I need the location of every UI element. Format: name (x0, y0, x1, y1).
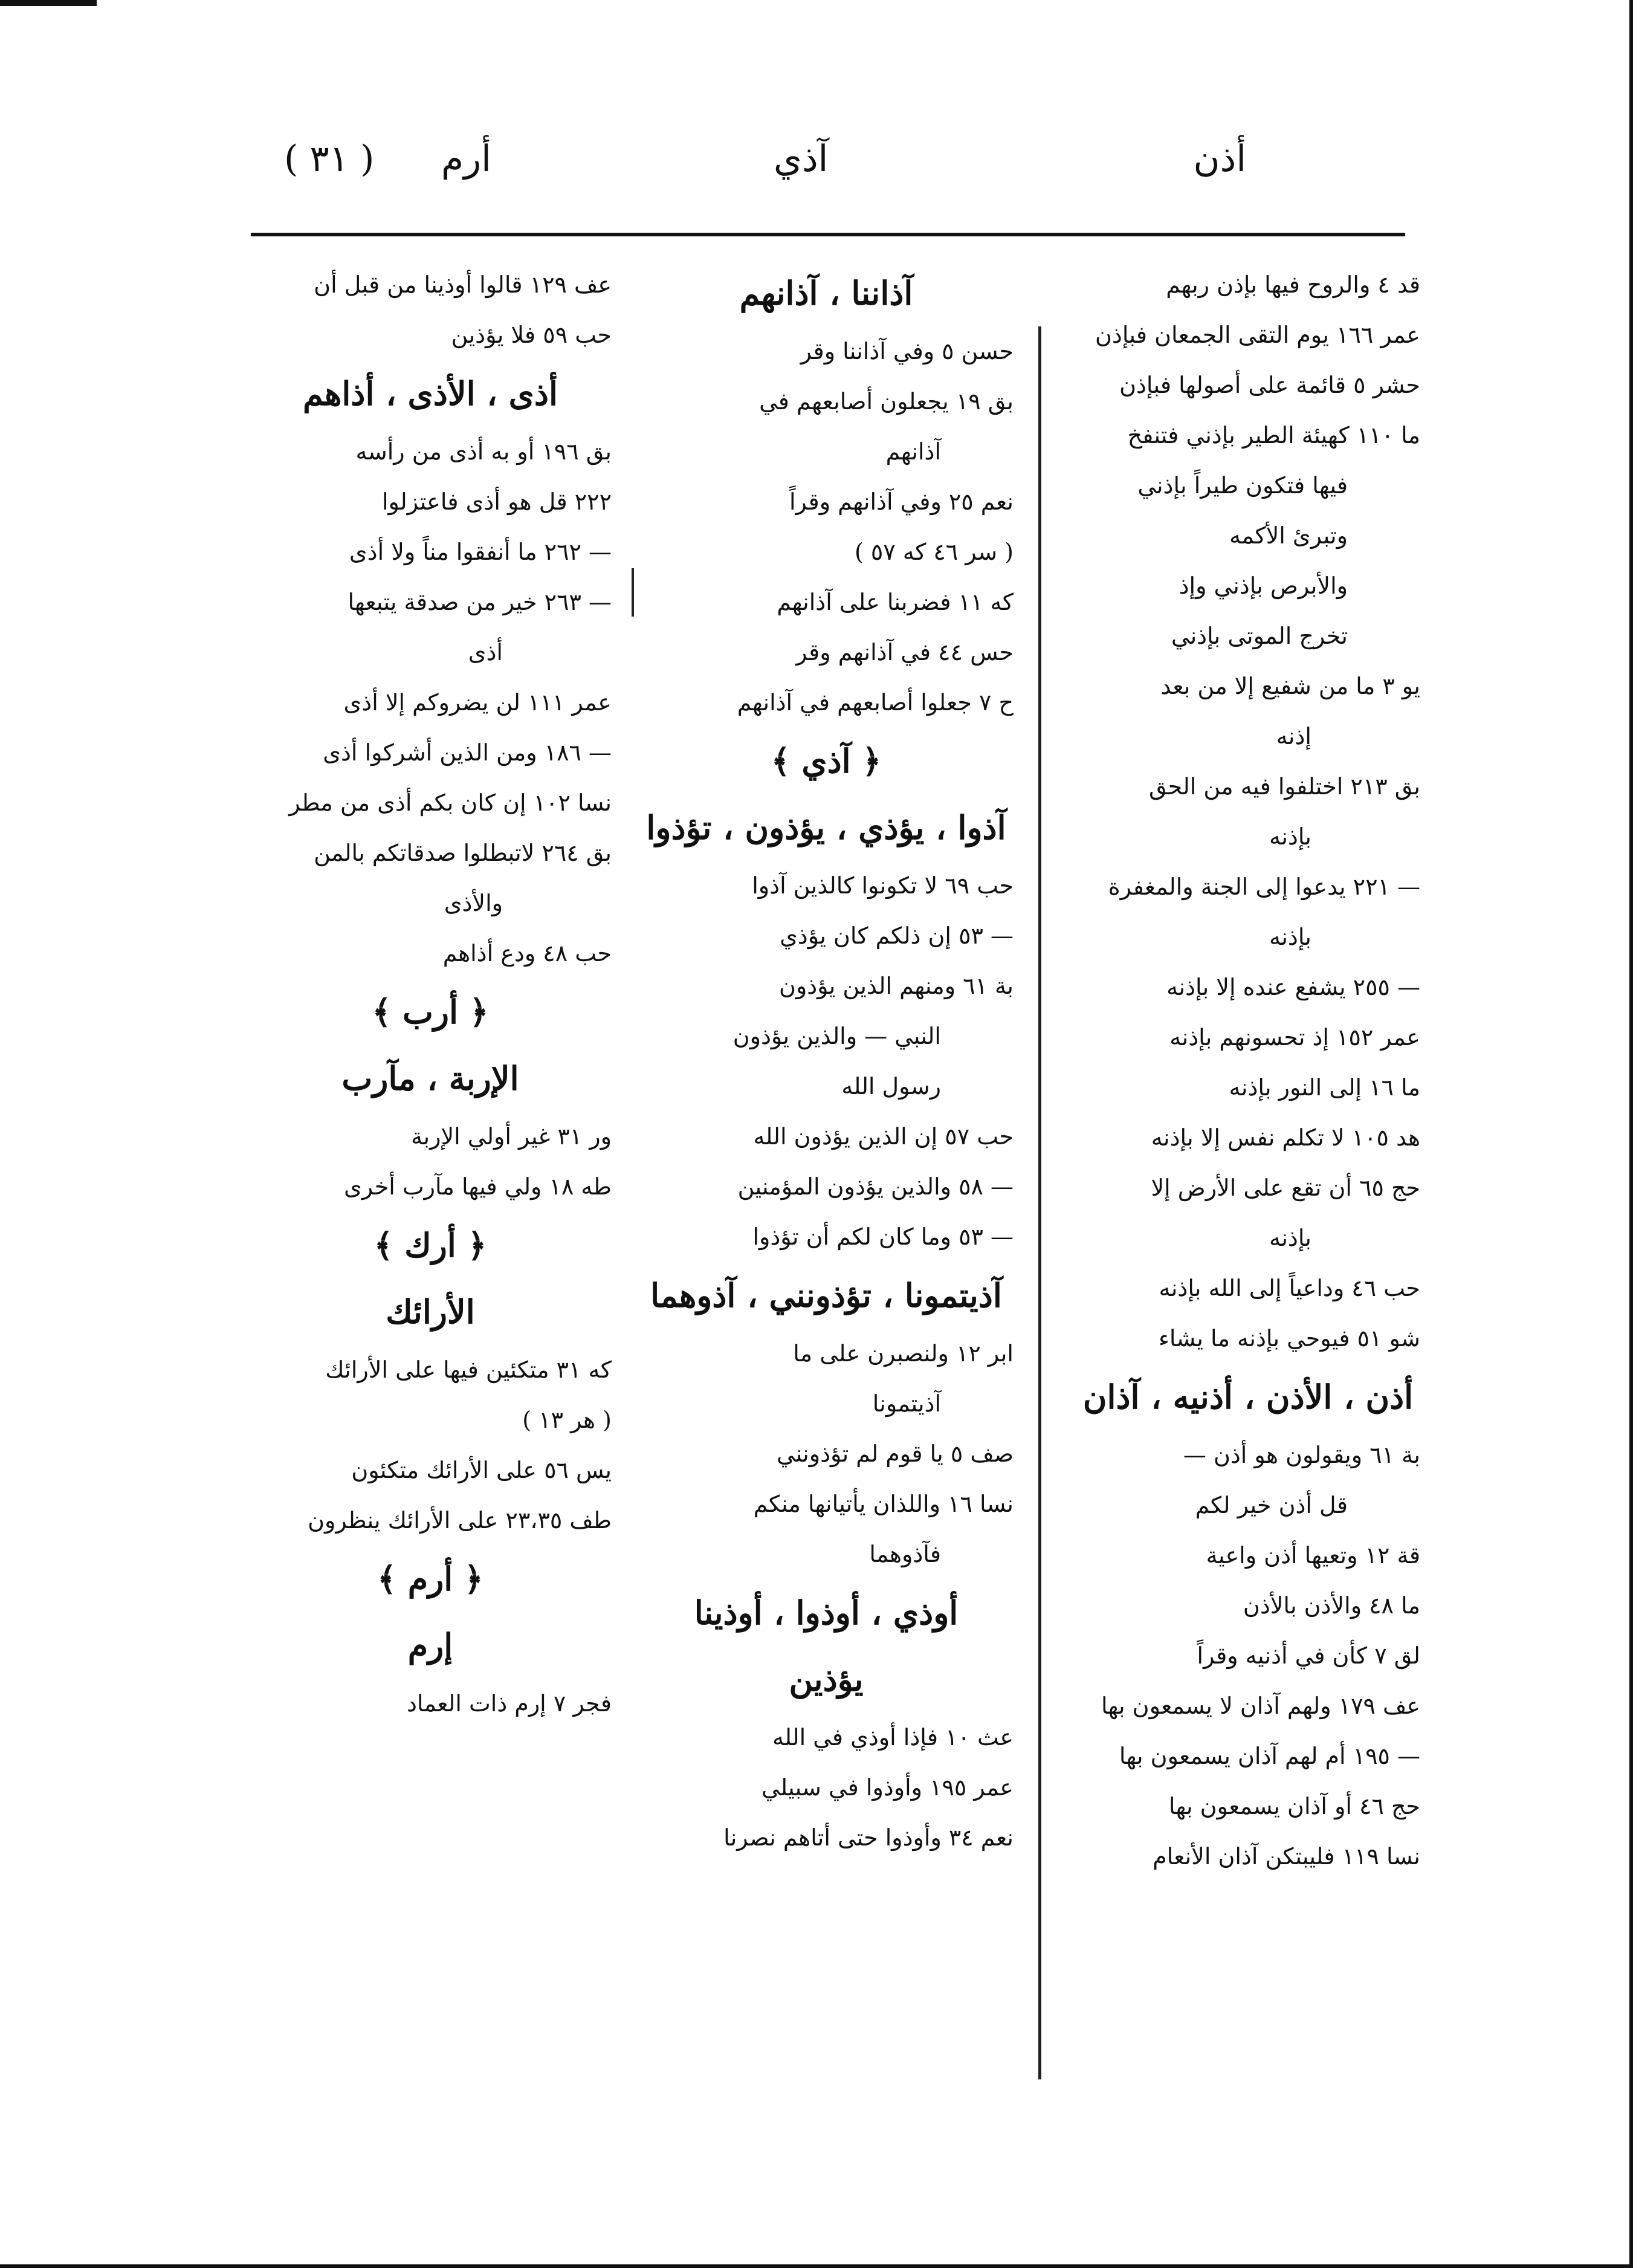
word-heading: أذن ، الأذن ، أذنيه ، آذان (1082, 1378, 1414, 1416)
entry-continuation: آذيتمونا (872, 1390, 941, 1417)
word-heading: إرم (407, 1626, 453, 1665)
entry-continuation: رسول الله (841, 1073, 941, 1100)
concordance-entry: طه ١٨ ولي فيها مآرب أخرى (344, 1173, 612, 1200)
entry-continuation: بإذنه (1269, 1225, 1311, 1251)
entry-continuation: تخرج الموتى بإذني (1171, 623, 1348, 649)
concordance-entry: ( هر ١٣ ) (522, 1407, 612, 1433)
concordance-entry: حب ٤٦ وداعياً إلى الله بإذنه (1159, 1275, 1420, 1301)
concordance-entry: طف ٢٣،٣٥ على الأرائك ينظرون (308, 1507, 612, 1534)
concordance-entry: عف ١٢٩ قالوا أوذينا من قبل أن (314, 271, 612, 298)
concordance-entry: — ٥٨ والذين يؤذون المؤمنين (737, 1173, 1014, 1200)
word-heading: أذى ، الأذى ، أذاهم (303, 374, 558, 413)
entry-continuation: أذى (468, 639, 503, 666)
page-frame-right (1629, 0, 1633, 2268)
concordance-entry: عمر ١٥٢ إذ تحسونهم بإذنه (1169, 1024, 1420, 1051)
concordance-entry: — ٢٥٥ يشفع عنده إلا بإذنه (1166, 974, 1420, 1000)
concordance-entry: حس ٤٤ في آذانهم وقر (796, 639, 1014, 666)
header-center-word: آذي (774, 138, 829, 180)
concordance-entry: حب ٥٧ إن الذين يؤذون الله (753, 1123, 1014, 1150)
word-heading: آذاننا ، آذانهم (739, 274, 913, 313)
column-center (639, 260, 1014, 1863)
concordance-entry: ٢٢٢ قل هو أذى فاعتزلوا (381, 488, 612, 515)
concordance-entry: بق ١٩٦ أو به أذى من رأسه (355, 438, 612, 465)
word-heading: الإربة ، مآرب (341, 1059, 519, 1098)
entry-continuation: والأبرص بإذني وإذ (1179, 572, 1348, 599)
concordance-entry: بق ٢١٣ اختلفوا فيه من الحق (1148, 773, 1420, 800)
entry-continuation: بإذنه (1269, 823, 1311, 850)
word-heading: آذوا ، يؤذي ، يؤذون ، تؤذوا (646, 808, 1006, 847)
concordance-entry: صف ٥ يا قوم لم تؤذونني (777, 1440, 1014, 1467)
concordance-entry: ح ٧ جعلوا أصابعهم في آذانهم (737, 689, 1014, 716)
concordance-entry: حب ٤٨ ودع أذاهم (442, 940, 612, 967)
concordance-entry: عمر ١٩٥ وأوذوا في سبيلي (761, 1774, 1014, 1801)
root-heading: ﴿ آذي ﴾ (771, 742, 882, 780)
page-header (0, 138, 1633, 210)
header-rule (251, 233, 1405, 236)
entry-continuation: بإذنه (1269, 924, 1311, 950)
concordance-entry: بق ٢٦٤ لاتبطلوا صدقاتكم بالمن (314, 840, 612, 866)
concordance-entry: حج ٦٥ أن تقع على الأرض إلا (1151, 1174, 1420, 1201)
word-heading: آذيتمونا ، تؤذونني ، آذوهما (650, 1276, 1002, 1315)
corner-scan-mark (0, 0, 97, 6)
concordance-entry: قة ١٢ وتعيها أذن واعية (1206, 1542, 1420, 1569)
concordance-entry: نعم ٣٤ وأوذوا حتى أتاهم نصرنا (723, 1824, 1014, 1851)
concordance-entry: حسن ٥ وفي آذاننا وقر (800, 338, 1014, 364)
concordance-entry: حب ٦٩ لا تكونوا كالذين آذوا (752, 872, 1014, 899)
entry-continuation: قل أذن خير لكم (1195, 1492, 1348, 1518)
concordance-entry: نسا ١٦ واللذان يأتيانها منكم (753, 1491, 1014, 1517)
concordance-entry: بة ٦١ ويقولون هو أذن — (1183, 1442, 1420, 1468)
concordance-entry: ابر ١٢ ولنصبرن على ما (793, 1340, 1014, 1367)
concordance-entry: عف ١٧٩ ولهم آذان لا يسمعون بها (1101, 1693, 1420, 1719)
header-left-word: أرم (441, 138, 491, 180)
root-heading: ﴿ أرب ﴾ (372, 993, 489, 1031)
entry-continuation: إذنه (1276, 723, 1311, 750)
concordance-entry: يس ٥٦ على الأرائك متكئون (351, 1457, 612, 1483)
word-heading: أوذي ، أوذوا ، أوذينا (694, 1593, 959, 1632)
concordance-entry: — ١٨٦ ومن الذين أشركوا أذى (323, 739, 612, 766)
concordance-entry: — ٥٣ إن ذلكم كان يؤذي (780, 922, 1014, 949)
concordance-entry: حشر ٥ قائمة على أصولها فبإذن (1119, 372, 1420, 398)
root-heading: ﴿ أرك ﴾ (373, 1226, 487, 1265)
word-heading: الأرائك (386, 1292, 475, 1331)
concordance-entry: لق ٧ كأن في أذنيه وقراً (1197, 1642, 1420, 1669)
entry-continuation: النبي — والذين يؤذون (732, 1023, 941, 1049)
column-divider-short (632, 568, 634, 617)
concordance-entry: عمر ١٦٦ يوم التقى الجمعان فبإذن (1095, 322, 1420, 348)
concordance-entry: ما ١٦ إلى النور بإذنه (1229, 1074, 1420, 1101)
header-right-word: أذن (1193, 138, 1246, 180)
concordance-entry: فجر ٧ إرم ذات العماد (406, 1690, 612, 1717)
concordance-entry: كه ١١ فضربنا على آذانهم (777, 589, 1014, 615)
concordance-entry: — ١٩٥ أم لهم آذان يسمعون بها (1119, 1743, 1420, 1769)
concordance-entry: ما ٤٨ والأذن بالأذن (1243, 1592, 1420, 1619)
concordance-entry: نعم ٢٥ وفي آذانهم وقراً (789, 488, 1014, 515)
column-right (1076, 260, 1420, 1882)
page-number: ( ٣١ ) (284, 138, 375, 180)
concordance-entry: ( سر ٤٦ كه ٥٧ ) (855, 539, 1014, 565)
entry-continuation: وتبرئ الأكمه (1229, 522, 1348, 549)
concordance-entry: شو ٥١ فيوحي بإذنه ما يشاء (1158, 1325, 1420, 1352)
entry-continuation: والأذى (444, 890, 503, 916)
concordance-entry: بق ١٩ يجعلون أصابعهم في (759, 388, 1014, 415)
concordance-entry: ما ١١٠ كهيئة الطير بإذني فتنفخ (1127, 422, 1420, 449)
concordance-entry: — ٢٢١ يدعوا إلى الجنة والمغفرة (1108, 873, 1420, 900)
concordance-entry: ور ٣١ غير أولي الإربة (411, 1123, 612, 1150)
root-heading: ﴿ أرم ﴾ (377, 1560, 483, 1598)
concordance-entry: نسا ١١٩ فليبتكن آذان الأنعام (1153, 1843, 1420, 1870)
concordance-entry: — ٢٦٢ ما أنفقوا مناً ولا أذى (349, 539, 612, 565)
concordance-entry: كه ٣١ متكئين فيها على الأرائك (325, 1356, 612, 1383)
page-frame-bottom (0, 2264, 1633, 2268)
concordance-entry: — ٥٣ وما كان لكم أن تؤذوا (752, 1223, 1014, 1250)
concordance-entry: نسا ١٠٢ إن كان بكم أذى من مطر (289, 789, 612, 816)
entry-continuation: فآذوهما (869, 1541, 941, 1567)
concordance-entry: عمر ١١١ لن يضروكم إلا أذى (343, 689, 612, 716)
concordance-entry: يو ٣ ما من شفيع إلا من بعد (1160, 673, 1420, 699)
concordance-entry: قد ٤ والروح فيها بإذن ربهم (1166, 271, 1420, 298)
entry-continuation: آذانهم (885, 438, 941, 465)
concordance-entry: — ٢٦٣ خير من صدقة يتبعها (348, 589, 612, 615)
column-left (249, 260, 612, 1729)
concordance-entry: حج ٤٦ أو آذان يسمعون بها (1168, 1793, 1420, 1819)
word-heading: يؤذين (789, 1660, 864, 1699)
concordance-entry: هد ١٠٥ لا تكلم نفس إلا بإذنه (1151, 1124, 1420, 1151)
column-divider (1038, 326, 1041, 2079)
concordance-entry: بة ٦١ ومنهم الذين يؤذون (778, 973, 1014, 999)
concordance-entry: حب ٥٩ فلا يؤذين (451, 322, 612, 348)
concordance-entry: عث ١٠ فإذا أوذي في الله (772, 1724, 1014, 1751)
entry-continuation: فيها فتكون طيراً بإذني (1137, 472, 1348, 499)
